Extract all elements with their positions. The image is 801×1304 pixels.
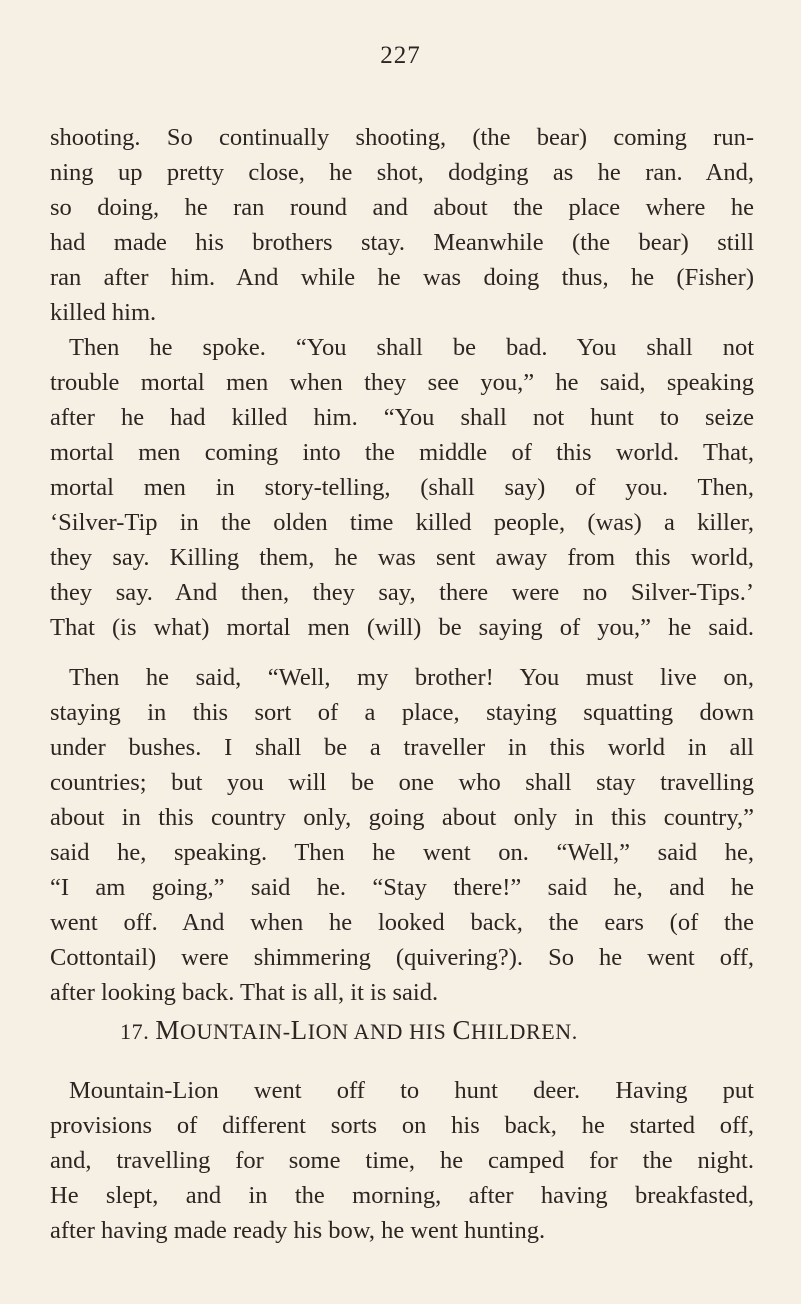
text-line: mortal men in story-telling, (shall say) of you. Then, xyxy=(50,474,754,501)
heading-hyphen: - xyxy=(282,1019,291,1044)
text-line: went off. And when he looked back, the ears (of the xyxy=(50,909,754,936)
text-line: countries; but you will be one who shall stay travelling xyxy=(50,769,754,796)
text-line: had made his brothers stay. Meanwhile (the bear) still xyxy=(50,229,754,256)
heading-text: OUNTAIN xyxy=(180,1019,283,1044)
text-line: about in this country only, going about only in this country,” xyxy=(50,804,754,831)
text-line: after having made ready his bow, he went hunting. xyxy=(50,1217,546,1244)
text-line: Then he spoke. “You shall be bad. You shall not xyxy=(69,334,754,361)
text-line: trouble mortal men when they see you,” he said, speaking xyxy=(50,369,754,396)
text-line: said he, speaking. Then he went on. “Well,” said he, xyxy=(50,839,754,866)
text-line: killed him. xyxy=(50,299,157,326)
text-line: He slept, and in the morning, after having breakfasted, xyxy=(50,1182,754,1209)
heading-period: . xyxy=(571,1019,578,1044)
heading-text: AND HIS xyxy=(353,1019,447,1044)
text-line: Cottontail) were shimmering (quivering?). So he went off, xyxy=(50,944,754,971)
text-line: under bushes. I shall be a traveller in this world in all xyxy=(50,734,754,761)
heading-initial: M xyxy=(155,1015,181,1045)
text-line: after he had killed him. “You shall not hunt to seize xyxy=(50,404,754,431)
text-line: they say. Killing them, he was sent away from this world, xyxy=(50,544,754,571)
text-line: and, travelling for some time, he camped for the night. xyxy=(50,1147,754,1174)
heading-initial: L xyxy=(290,1015,308,1045)
text-line: mortal men coming into the middle of this world. That, xyxy=(50,439,754,466)
page-number: 227 xyxy=(380,42,421,69)
text-line: ‘Silver-Tip in the olden time killed people, (was) a killer, xyxy=(50,509,754,536)
text-line: after looking back. That is all, it is said. xyxy=(50,979,439,1006)
heading-text: ION xyxy=(307,1019,349,1044)
heading-initial: C xyxy=(452,1015,472,1045)
text-line: Then he said, “Well, my brother! You must live on, xyxy=(69,664,754,691)
text-line: That (is what) mortal men (will) be saying of you,” he said. xyxy=(50,614,754,641)
text-line: so doing, he ran round and about the place where he xyxy=(50,194,754,221)
section-number: 17. xyxy=(120,1019,150,1044)
text-line: “I am going,” said he. “Stay there!” said he, and he xyxy=(50,874,754,901)
text-line: ning up pretty close, he shot, dodging as he ran. And, xyxy=(50,159,754,186)
heading-text: HILDREN xyxy=(471,1019,572,1044)
text-line: provisions of different sorts on his back, he started off, xyxy=(50,1112,754,1139)
text-line: shooting. So continually shooting, (the bear) coming run- xyxy=(50,124,754,151)
text-line: Mountain-Lion went off to hunt deer. Having put xyxy=(69,1077,754,1104)
text-line: ran after him. And while he was doing thus, he (Fisher) xyxy=(50,264,754,291)
text-line: they say. And then, they say, there were no Silver-Tips.’ xyxy=(50,579,754,606)
section-heading xyxy=(120,1015,578,1047)
text-line: staying in this sort of a place, staying squatting down xyxy=(50,699,754,726)
